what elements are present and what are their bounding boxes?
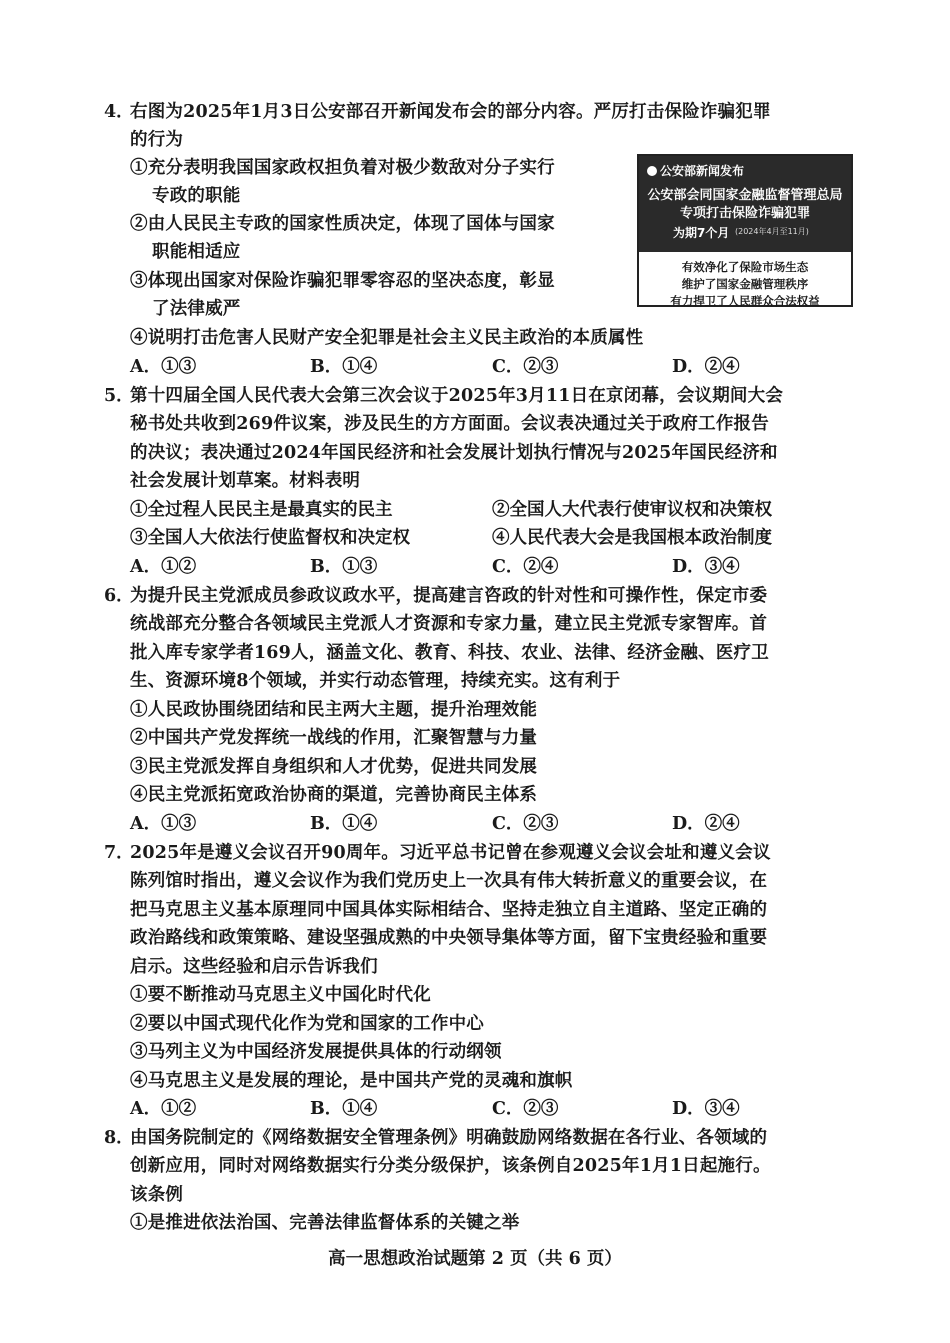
- question-stem-line: 第十四届全国人民代表大会第三次会议于2025年3月11日在京闭幕，会议期间大会: [130, 386, 784, 406]
- press-release-item: 有力捍卫了人民群众合法权益: [670, 294, 820, 308]
- question-stem-line: 该条例: [130, 1185, 184, 1205]
- police-badge-icon: [647, 166, 657, 176]
- statement-4: ④民主党派拓宽政治协商的渠道，完善协商民主体系: [130, 785, 538, 805]
- statement-2: ②全国人大代表行使审议权和决策权: [492, 500, 772, 520]
- question-stem-line: 的决议；表决通过2024年国民经济和社会发展计划执行情况与2025年国民经济和: [130, 443, 778, 463]
- question-number: 5．: [104, 386, 134, 406]
- statement-3: ③民主党派发挥自身组织和人才优势，促进共同发展: [130, 757, 538, 777]
- statement-row: [130, 496, 850, 524]
- statement-2: ②由人民民主专政的国家性质决定，体现了国体与国家: [130, 214, 555, 234]
- question-stem-line: 的行为: [130, 130, 184, 150]
- statement-2-cont: 职能相适应: [152, 242, 241, 262]
- option-d[interactable]: D．②④: [672, 814, 740, 834]
- question-stem-line: 社会发展计划草案。材料表明: [130, 471, 361, 491]
- statement-3: ③全国人大依法行使监督权和决定权: [130, 528, 410, 548]
- option-a[interactable]: A．①②: [130, 557, 197, 577]
- answer-options: [130, 810, 850, 838]
- press-release-brand: [647, 162, 744, 179]
- page-footer: 高一思想政治试题第 2 页（共 6 页）: [328, 1249, 622, 1269]
- question-number: 7．: [104, 843, 134, 863]
- brand-text: 公安部新闻发布: [660, 164, 745, 178]
- statement-1: ①是推进依法治国、完善法律监督体系的关键之举: [130, 1213, 520, 1233]
- answer-options: [130, 1095, 850, 1123]
- option-b[interactable]: B．①④: [310, 357, 378, 377]
- statement-3: ③马列主义为中国经济发展提供具体的行动纲领: [130, 1042, 502, 1062]
- press-release-item: 维护了国家金融管理秩序: [681, 277, 809, 291]
- press-release-figure: [637, 154, 853, 307]
- press-release-header: [639, 156, 851, 252]
- answer-options: [130, 353, 850, 381]
- statement-4: ④说明打击危害人民财产安全犯罪是社会主义民主政治的本质属性: [130, 328, 644, 348]
- question-number: 8．: [104, 1128, 134, 1148]
- question-stem-line: 统战部充分整合各领域民主党派人才资源和专家力量，建立民主党派专家智库。首: [130, 614, 768, 634]
- question-stem-line: 生、资源环境8个领域，并实行动态管理，持续充实。这有利于: [130, 671, 621, 691]
- option-c[interactable]: C．②③: [492, 814, 559, 834]
- option-d[interactable]: D．②④: [672, 357, 740, 377]
- option-a[interactable]: A．①③: [130, 814, 197, 834]
- press-release-title: 公安部会同国家金融监督管理总局: [647, 188, 843, 203]
- press-release-period: 为期7个月: [673, 226, 730, 240]
- statement-3: ③体现出国家对保险诈骗犯罪零容忍的坚决态度，彰显: [130, 271, 555, 291]
- statement-4: ④人民代表大会是我国根本政治制度: [492, 528, 772, 548]
- question-stem-line: 陈列馆时指出，遵义会议作为我们党历史上一次具有伟大转折意义的重要会议，在: [130, 871, 768, 891]
- press-release-subtitle: 专项打击保险诈骗犯罪: [679, 206, 810, 221]
- statement-2: ②中国共产党发挥统一战线的作用，汇聚智慧与力量: [130, 728, 538, 748]
- question-stem-line: 秘书处共收到269件议案，涉及民生的方方面面。会议表决通过关于政府工作报告: [130, 414, 769, 434]
- statement-4: ④马克思主义是发展的理论，是中国共产党的灵魂和旗帜: [130, 1071, 573, 1091]
- option-a[interactable]: A．①③: [130, 357, 197, 377]
- option-c[interactable]: C．②③: [492, 357, 559, 377]
- option-d[interactable]: D．③④: [672, 1099, 740, 1119]
- option-b[interactable]: B．①④: [310, 1099, 378, 1119]
- question-stem-line: 创新应用，同时对网络数据实行分类分级保护，该条例自2025年1月1日起施行。: [130, 1156, 771, 1176]
- statement-row: [130, 524, 850, 552]
- question-number: 6．: [104, 586, 134, 606]
- question-stem-line: 右图为2025年1月3日公安部召开新闻发布会的部分内容。严厉打击保险诈骗犯罪: [130, 102, 771, 122]
- question-stem-line: 为提升民主党派成员参政议政水平，提高建言咨政的针对性和可操作性，保定市委: [130, 586, 768, 606]
- option-b[interactable]: B．①③: [310, 557, 378, 577]
- statement-1: ①充分表明我国国家政权担负着对极少数敌对分子实行: [130, 158, 555, 178]
- statement-3-cont: 了法律威严: [152, 299, 241, 319]
- press-release-item: 有效净化了保险市场生态: [681, 260, 809, 274]
- option-c[interactable]: C．②④: [492, 557, 559, 577]
- question-stem-line: 批入库专家学者169人，涵盖文化、教育、科技、农业、法律、经济金融、医疗卫: [130, 643, 769, 663]
- option-c[interactable]: C．②③: [492, 1099, 559, 1119]
- question-stem-line: 把马克思主义基本原理同中国具体实际相结合、坚持走独立自主道路、坚定正确的: [130, 900, 768, 920]
- statement-1: ①要不断推动马克思主义中国化时代化: [130, 985, 431, 1005]
- statement-1-cont: 专政的职能: [152, 186, 241, 206]
- question-stem-line: 启示。这些经验和启示告诉我们: [130, 957, 378, 977]
- option-d[interactable]: D．③④: [672, 557, 740, 577]
- option-b[interactable]: B．①④: [310, 814, 378, 834]
- question-number: 4．: [104, 102, 134, 122]
- option-a[interactable]: A．①②: [130, 1099, 197, 1119]
- question-stem-line: 2025年是遵义会议召开90周年。习近平总书记曾在参观遵义会议会址和遵义会议: [130, 843, 771, 863]
- question-stem-line: 由国务院制定的《网络数据安全管理条例》明确鼓励网络数据在各行业、各领域的: [130, 1128, 768, 1148]
- statement-2: ②要以中国式现代化作为党和国家的工作中心: [130, 1014, 484, 1034]
- press-release-dates: (2024年4月至11月): [735, 227, 809, 236]
- answer-options: [130, 553, 850, 581]
- statement-1: ①人民政协围绕团结和民主两大主题，提升治理效能: [130, 700, 538, 720]
- question-stem-line: 政治路线和政策策略、建设坚强成熟的中央领导集体等方面，留下宝贵经验和重要: [130, 928, 768, 948]
- statement-1: ①全过程人民民主是最真实的民主: [130, 500, 393, 520]
